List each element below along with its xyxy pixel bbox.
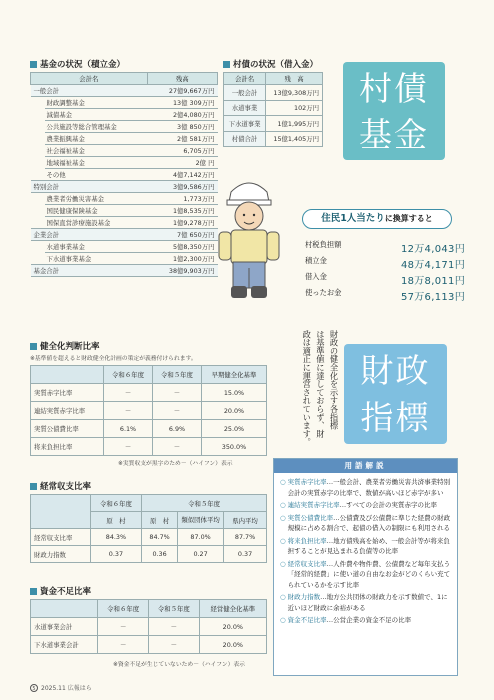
recur-subheader: 県内平均 — [224, 512, 267, 529]
glossary-term: 経常収支比率 — [287, 559, 327, 568]
table-row — [31, 384, 267, 402]
table-row — [31, 420, 267, 438]
table-row — [31, 402, 267, 420]
recur-subheader: 原 村 — [142, 512, 178, 529]
fund-row-name: 企業会計 — [31, 229, 148, 241]
per-capita-row — [305, 256, 465, 271]
bond-row-name: 村債合計 — [224, 131, 266, 147]
fund-row-name: 社会福祉基金 — [45, 145, 148, 157]
glossary-item — [280, 513, 451, 534]
glossary-desc: …公営企業の資金不足の比率 — [326, 616, 412, 624]
glossary-item — [280, 500, 451, 511]
bond-row-name: 下水道事業 — [224, 116, 266, 132]
indent-spacer — [31, 217, 45, 229]
table-header-cell — [31, 600, 98, 618]
health-section-title: 健全化判断比率 — [30, 340, 100, 352]
row-label: 連結実質赤字比率 — [31, 402, 104, 420]
table-cell: － — [104, 438, 153, 456]
fund-row-name: 国保直営診療施設基金 — [45, 217, 148, 229]
fund-row — [31, 85, 218, 97]
health-note: ※基準値を超えると財政健全化計画の策定が義務付けられます。 — [30, 356, 197, 362]
table-cell: 6.1% — [104, 420, 153, 438]
row-label: 経常収支比率 — [31, 529, 91, 546]
glossary-term: 実質赤字比率 — [287, 478, 327, 486]
table-header-cell: 令和５年度 — [148, 600, 199, 618]
fiscal-index-heading-label: 財政 指標 — [344, 344, 447, 444]
fund-row-value: 7億 650万円 — [147, 229, 217, 241]
glossary-term: 実質公債費比率 — [287, 513, 334, 522]
square-bullet-icon — [223, 61, 230, 68]
bond-row-value: 13億9,308万円 — [266, 85, 323, 101]
table-cell: － — [153, 384, 202, 402]
bond-section-title: 村債の状況（借入金） — [223, 58, 318, 70]
bond-row — [224, 131, 323, 147]
fund-row-value: 27億9,667万円 — [147, 85, 217, 97]
square-bullet-icon — [30, 588, 37, 595]
table-cell: 350.0% — [201, 438, 266, 456]
per-capita-value: 57万6,113円 — [400, 292, 465, 303]
glossary-text — [288, 559, 451, 591]
glossary-title: 用語解説 — [274, 459, 457, 473]
per-capita-row — [305, 272, 465, 287]
capital-footnote: ※資金不足が生じていないため－（ハイフン）表示 — [113, 662, 245, 668]
bond-row — [224, 85, 323, 101]
fund-row-value: 1億2,300万円 — [147, 253, 217, 265]
fund-row-value: 13億 309万円 — [147, 97, 217, 109]
glossary-desc: …すべての会計の実質赤字の比率 — [339, 501, 438, 509]
table-cell: 0.37 — [224, 546, 267, 563]
page-number: 5 — [30, 684, 38, 692]
circle-bullet-icon: ○ — [280, 559, 286, 568]
table-cell: － — [104, 402, 153, 420]
glossary-item — [280, 592, 451, 613]
fund-row — [31, 121, 218, 133]
table-cell: － — [153, 402, 202, 420]
fund-row — [31, 229, 218, 241]
per-capita-label: 積立金 — [305, 256, 327, 265]
fiscal-vertical-text: 財政の健全化を示す各指標 は基準値に達しておらず、財 政は適正に運営されています。 — [301, 330, 339, 447]
table-cell: 20.0% — [201, 402, 266, 420]
table-header-cell: 令和６年度 — [104, 366, 153, 384]
circle-bullet-icon: ○ — [280, 513, 286, 522]
fund-row — [31, 157, 218, 169]
recur-header-r6: 令和６年度 — [90, 495, 141, 512]
row-label: 財政力指数 — [31, 546, 91, 563]
recur-header-r5: 令和５年度 — [142, 495, 267, 512]
table-cell: 25.0% — [201, 420, 266, 438]
per-capita-value: 18万8,011円 — [400, 276, 465, 287]
fund-row — [31, 181, 218, 193]
footer-text: 2025.11 広報はら — [41, 685, 92, 692]
recur-subheader: 類似団体平均 — [178, 512, 224, 529]
table-row — [31, 546, 267, 563]
table-cell: － — [153, 438, 202, 456]
fund-row — [31, 169, 218, 181]
table-cell: 87.7% — [224, 529, 267, 546]
table-header-cell — [31, 366, 104, 384]
bond-row-value: 102万円 — [266, 100, 323, 116]
fund-row-value: 2億4,080万円 — [147, 109, 217, 121]
bond-row — [224, 100, 323, 116]
indent-spacer — [31, 109, 45, 121]
indent-spacer — [31, 97, 45, 109]
per-capita-row — [305, 288, 465, 303]
glossary-text — [288, 513, 451, 534]
fund-row — [31, 97, 218, 109]
glossary-term: 財政力指数 — [287, 593, 321, 601]
table-cell: 20.0% — [199, 636, 266, 654]
fund-row-value: 6,705万円 — [147, 145, 217, 157]
capital-table — [30, 599, 267, 654]
recur-header-blank — [31, 495, 91, 529]
health-footnote: ※実質収支が黒字のため－（ハイフン）表示 — [118, 461, 233, 467]
fund-row-name: 下水道事業基金 — [45, 253, 148, 265]
fund-header-balance: 残高 — [147, 73, 217, 85]
indent-spacer — [31, 145, 45, 157]
glossary-desc: …一般会計、農業者労働災害共済事業特別会計の実質赤字の比率で、数値が高いほど赤字が多い — [287, 478, 451, 497]
glossary-term: 連結実質赤字比率 — [287, 501, 340, 509]
indent-spacer — [31, 157, 45, 169]
fund-table — [30, 72, 218, 277]
table-cell: － — [104, 384, 153, 402]
recur-section-title: 経常収支比率 — [30, 480, 91, 492]
row-label: 実質公債費比率 — [31, 420, 104, 438]
fund-row — [31, 253, 218, 265]
glossary-item — [280, 477, 451, 498]
fund-row — [31, 145, 218, 157]
fund-row-value: 3億9,586万円 — [147, 181, 217, 193]
circle-bullet-icon: ○ — [280, 478, 286, 486]
table-cell: 87.0% — [178, 529, 224, 546]
table-cell: － — [98, 636, 149, 654]
page-footer — [30, 683, 92, 692]
row-label: 下水道事業会計 — [31, 636, 98, 654]
glossary-item — [280, 615, 451, 626]
glossary-box — [273, 458, 458, 676]
fund-row — [31, 109, 218, 121]
fund-row — [31, 241, 218, 253]
indent-spacer — [31, 205, 45, 217]
per-capita-bubble: 住民1人当たりに換算すると — [302, 209, 452, 229]
indent-spacer — [31, 253, 45, 265]
bond-row-name: 水道事業 — [224, 100, 266, 116]
fund-row-value: 1億9,278万円 — [147, 217, 217, 229]
fund-row-value: 2億 円 — [147, 157, 217, 169]
glossary-desc: …地方債残高を始め、一般会計等が将来負担することが見込まれる負債等の比率 — [287, 536, 450, 555]
bond-fund-heading-label: 村債 基金 — [343, 62, 445, 160]
fund-row-value: 1億8,535万円 — [147, 205, 217, 217]
bond-row-value: 15億1,405万円 — [266, 131, 323, 147]
fund-row — [31, 133, 218, 145]
table-cell: 20.0% — [199, 618, 266, 636]
table-row — [31, 438, 267, 456]
fund-row-name: 基金合計 — [31, 265, 148, 277]
glossary-text — [288, 536, 451, 557]
fund-row-name: 財政調整基金 — [45, 97, 148, 109]
square-bullet-icon — [30, 343, 37, 350]
row-label: 実質赤字比率 — [31, 384, 104, 402]
indent-spacer — [31, 133, 45, 145]
row-label: 水道事業会計 — [31, 618, 98, 636]
health-table — [30, 365, 267, 456]
recur-table — [30, 494, 267, 563]
fund-row — [31, 217, 218, 229]
circle-bullet-icon: ○ — [280, 536, 286, 545]
per-capita-value: 48万4,171円 — [400, 260, 465, 271]
fund-row-name: 公共施設等総合管理基金 — [45, 121, 148, 133]
square-bullet-icon — [30, 483, 37, 490]
glossary-text — [288, 592, 451, 613]
row-label: 将来負担比率 — [31, 438, 104, 456]
fund-row — [31, 205, 218, 217]
glossary-text — [288, 615, 412, 626]
table-header-cell: 早期健全化基準 — [201, 366, 266, 384]
glossary-text — [288, 477, 451, 498]
circle-bullet-icon: ○ — [280, 616, 286, 624]
table-cell: 0.36 — [142, 546, 178, 563]
recur-subheader: 原 村 — [90, 512, 141, 529]
fund-row — [31, 193, 218, 205]
fund-section-title: 基金の状況（積立金） — [30, 58, 125, 70]
fund-row-value: 2億 581万円 — [147, 133, 217, 145]
fund-row-name: 水道事業基金 — [45, 241, 148, 253]
fund-row-value: 5億8,350万円 — [147, 241, 217, 253]
per-capita-label: 村税負担額 — [305, 240, 342, 249]
glossary-text — [288, 500, 437, 511]
table-cell: － — [98, 618, 149, 636]
glossary-term: 資金不足比率 — [287, 616, 327, 624]
bond-header-name: 会計名 — [224, 73, 266, 85]
table-header-cell: 令和６年度 — [98, 600, 149, 618]
indent-spacer — [31, 241, 45, 253]
table-row — [31, 618, 267, 636]
fund-row-value: 38億9,903万円 — [147, 265, 217, 277]
fund-row-name: 国民健康保険基金 — [45, 205, 148, 217]
per-capita-value: 12万4,043円 — [400, 244, 465, 255]
capital-section-title: 資金不足比率 — [30, 585, 91, 597]
circle-bullet-icon: ○ — [280, 593, 286, 601]
fund-row-value: 1,773万円 — [147, 193, 217, 205]
fund-row — [31, 265, 218, 277]
glossary-term: 将来負担比率 — [287, 536, 327, 545]
fund-row-name: 地域福祉基金 — [45, 157, 148, 169]
per-capita-label: 使ったお金 — [305, 288, 342, 297]
bond-header-balance: 残 高 — [266, 73, 323, 85]
indent-spacer — [31, 169, 45, 181]
table-row — [31, 529, 267, 546]
indent-spacer — [31, 121, 45, 133]
fund-row-name: その他 — [45, 169, 148, 181]
glossary-desc: …人件費や物件費、公債費など毎年支払う「経常的経費」に使い道の自由なお金がどのくらい充てられているかを示す比率 — [287, 559, 451, 589]
table-cell: － — [148, 618, 199, 636]
table-cell: 0.27 — [178, 546, 224, 563]
circle-bullet-icon: ○ — [280, 501, 286, 509]
fund-row-name: 農業者労働災害基金 — [45, 193, 148, 205]
table-cell: 0.37 — [90, 546, 141, 563]
fund-row-name: 農業振興基金 — [45, 133, 148, 145]
fund-row-name: 一般会計 — [31, 85, 148, 97]
worker-illustration — [213, 172, 285, 302]
glossary-item — [280, 559, 451, 591]
bond-row-value: 1億1,995万円 — [266, 116, 323, 132]
table-row — [31, 636, 267, 654]
table-header-cell: 令和５年度 — [153, 366, 202, 384]
bond-table — [223, 72, 323, 147]
glossary-desc: …地方公共団体の財政力を示す数値で、1に近いほど財政に余裕がある — [287, 593, 448, 612]
table-cell: 84.7% — [142, 529, 178, 546]
table-cell: － — [148, 636, 199, 654]
glossary-desc: …公債費及び公債費に準じた経費の財政規模に占める割合で、起債の借入の制限にも利用される — [287, 513, 451, 532]
table-cell: 84.3% — [90, 529, 141, 546]
per-capita-label: 借入金 — [305, 272, 327, 281]
square-bullet-icon — [30, 61, 37, 68]
fund-row-value: 3億 850万円 — [147, 121, 217, 133]
fund-row-value: 4億7,142万円 — [147, 169, 217, 181]
per-capita-row — [305, 240, 465, 255]
table-header-cell: 経営健全化基準 — [199, 600, 266, 618]
fund-row-name: 減債基金 — [45, 109, 148, 121]
fund-row-name: 特別会計 — [31, 181, 148, 193]
bond-row — [224, 116, 323, 132]
table-cell: 6.9% — [153, 420, 202, 438]
fund-header-name: 会計名 — [31, 73, 148, 85]
table-cell: 15.0% — [201, 384, 266, 402]
glossary-item — [280, 536, 451, 557]
indent-spacer — [31, 193, 45, 205]
bond-row-name: 一般会計 — [224, 85, 266, 101]
